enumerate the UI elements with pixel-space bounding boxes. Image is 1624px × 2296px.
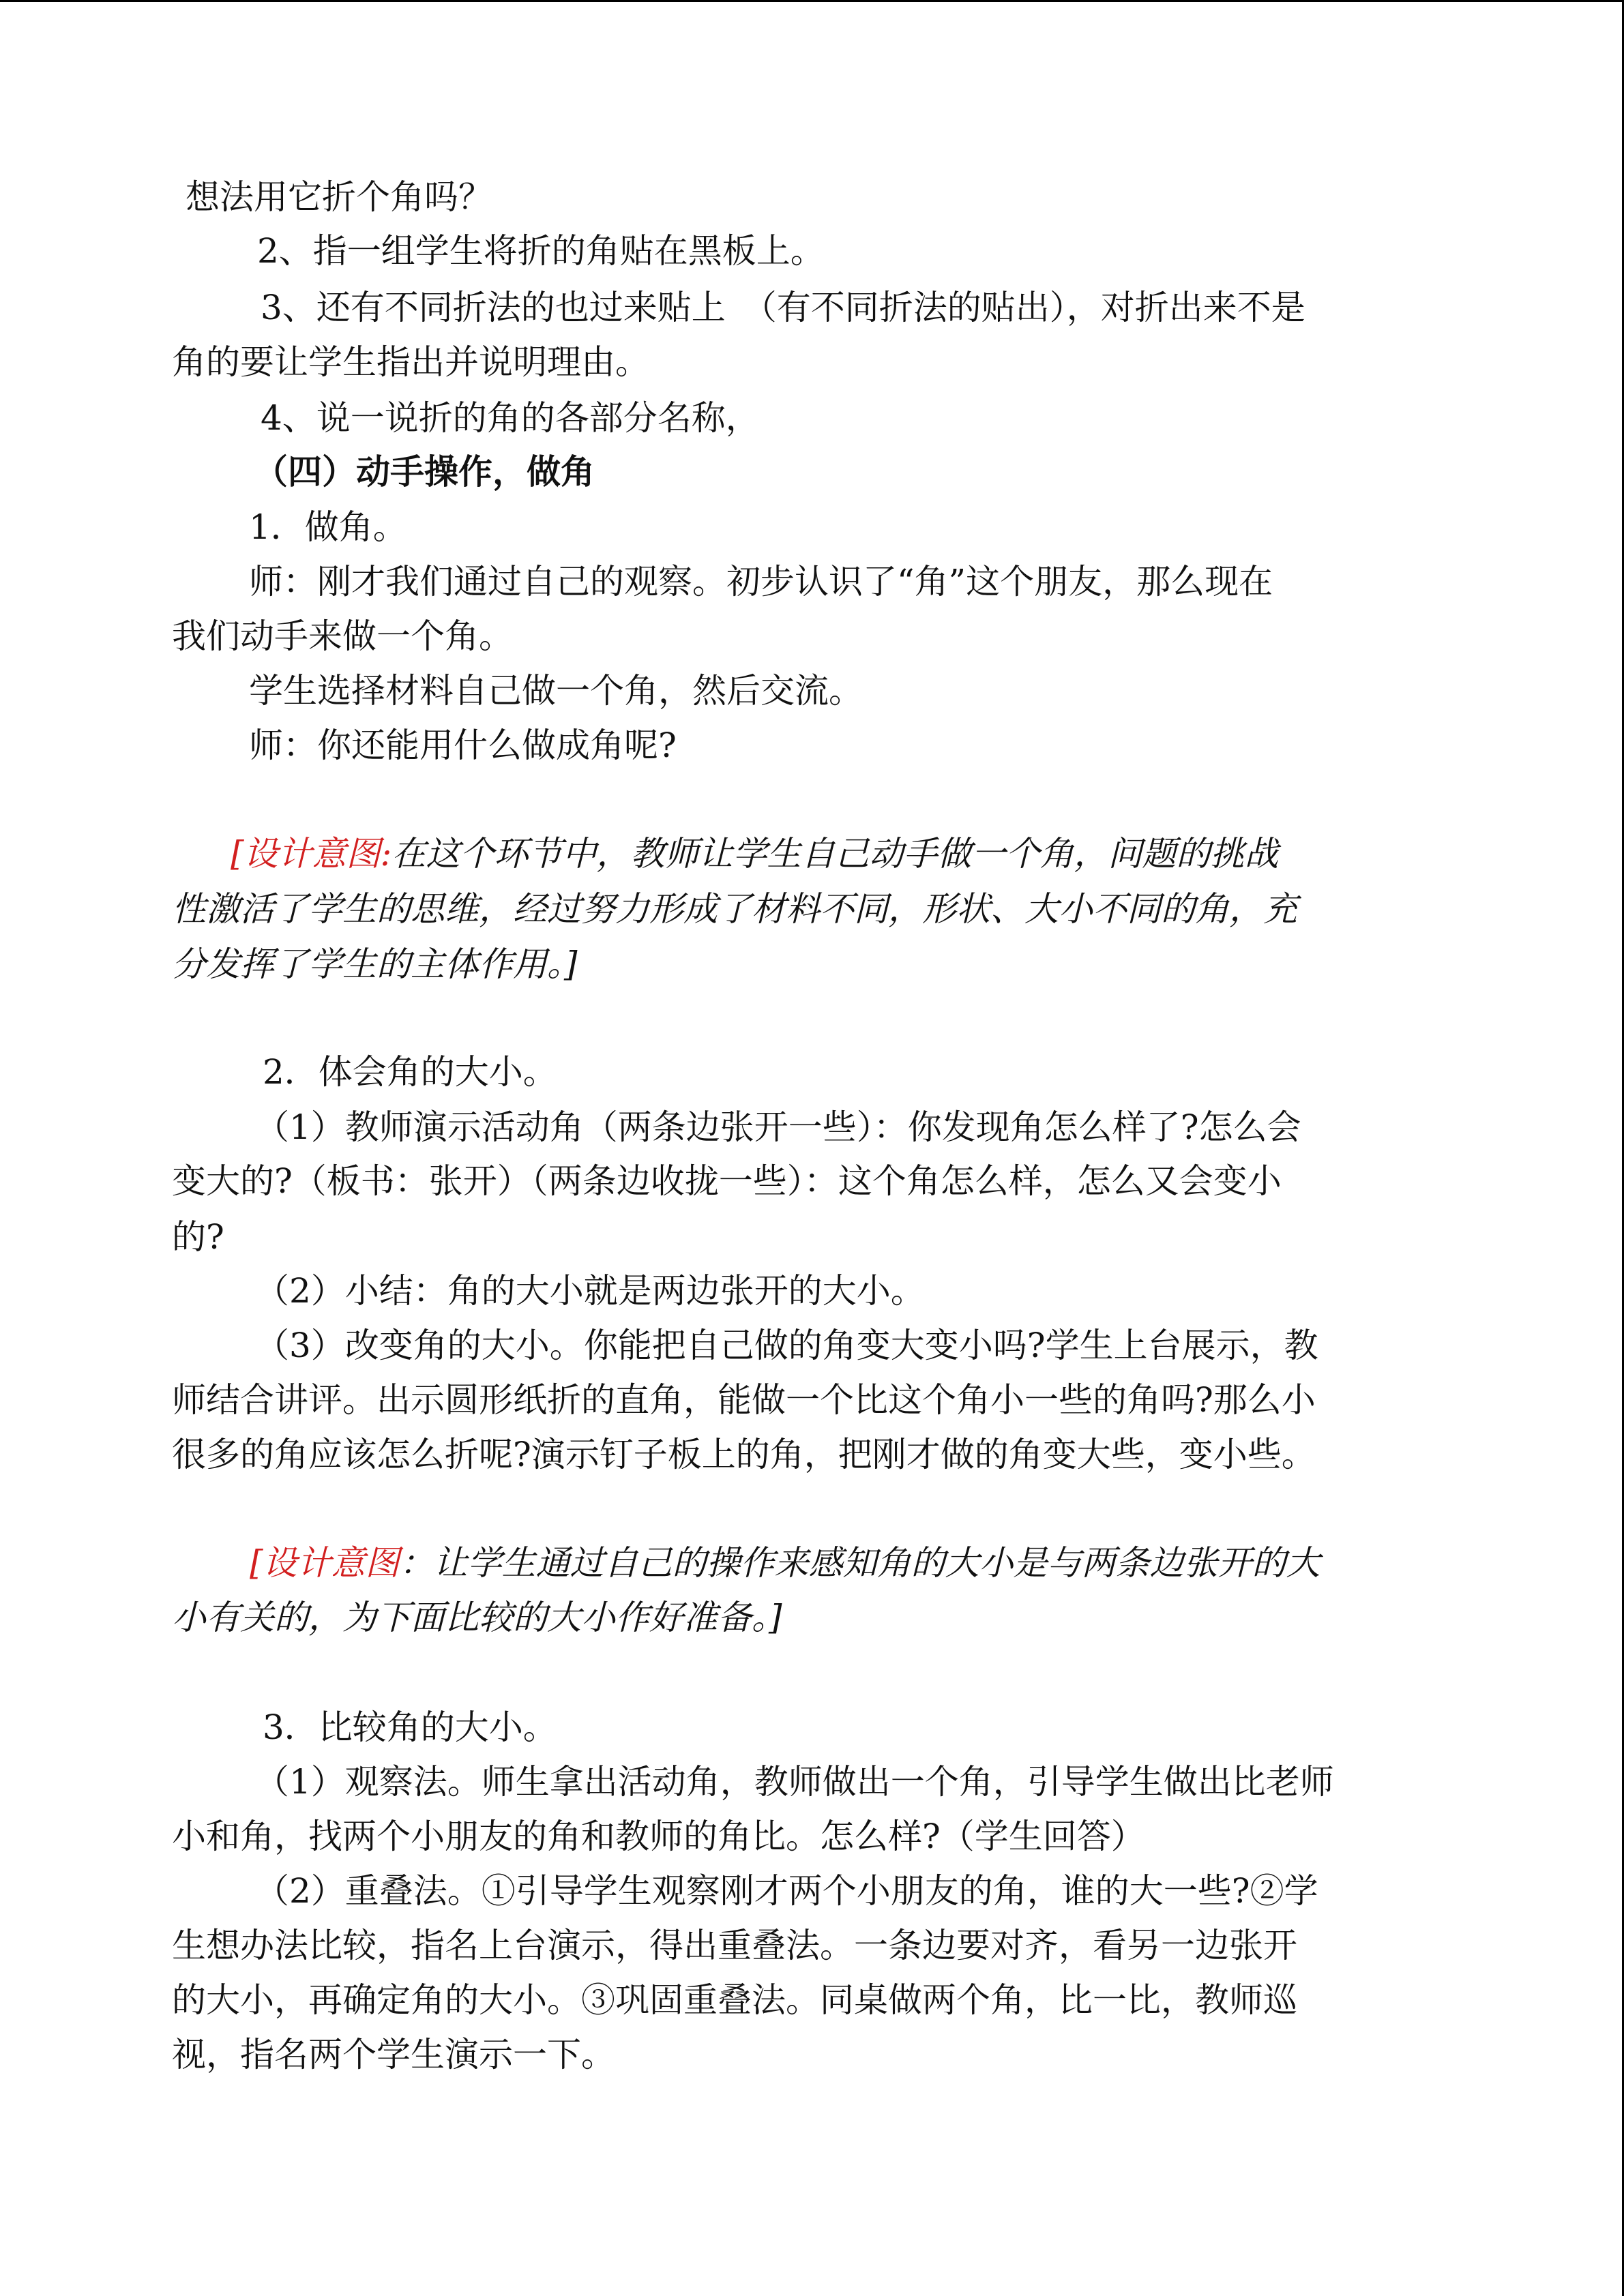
text-line-2: 2、指一组学生将折的角贴在黑板上。	[257, 231, 825, 271]
design-note-1-label: [设计意图:	[231, 834, 392, 874]
text-line-28: （2）重叠法。①引导学生观察刚才两个小朋友的角，谁的大一些?②学	[255, 1871, 1318, 1911]
text-line-27: 小和角，找两个小朋友的角和教师的角比。怎么样?（学生回答）	[172, 1817, 1145, 1856]
design-note-2-label: [设计意图	[250, 1543, 400, 1583]
text-line-11: 师：你还能用什么做成角呢?	[249, 726, 677, 765]
text-line-15: 2．体会角的大小。	[263, 1052, 557, 1092]
design-note-1-line-2: 性激活了学生的思维，经过努力形成了材料不同，形状、大小不同的角，充	[172, 889, 1297, 929]
section-title: （四）动手操作，做角	[254, 451, 595, 492]
text-line-25: 3．比较角的大小。	[263, 1708, 557, 1747]
text-line-17: 变大的?（板书：张开）（两条边收拢一些）：这个角怎么样，怎么又会变小	[172, 1161, 1282, 1201]
text-line-3: 3、还有不同折法的也过来贴上 （有不同折法的贴出），对折出来不是	[261, 288, 1305, 327]
text-line-16: （1）教师演示活动角（两条边张开一些）：你发现角怎么样了?怎么会	[255, 1107, 1301, 1147]
text-line-19: （2）小结：角的大小就是两边张开的大小。	[255, 1271, 925, 1311]
text-line-10: 学生选择材料自己做一个角，然后交流。	[249, 671, 863, 711]
text-line-29: 生想办法比较，指名上台演示，得出重叠法。一条边要对齐，看另一边张开	[172, 1926, 1297, 1965]
design-note-1-text-1: 在这个环节中，教师让学生自己动手做一个角，问题的挑战	[392, 834, 1279, 874]
text-line-21: 师结合讲评。出示圆形纸折的直角，能做一个比这个角小一些的角吗?那么小	[172, 1380, 1316, 1420]
text-line-26: （1）观察法。师生拿出活动角，教师做出一个角，引导学生做出比老师	[255, 1762, 1334, 1802]
design-note-1-line-1	[231, 828, 1278, 880]
design-note-2-line-1	[250, 1537, 1320, 1589]
text-line-7: 1．做角。	[249, 507, 407, 547]
text-line-31: 视，指名两个学生演示一下。	[172, 2035, 615, 2074]
design-note-2-text-1: ：让学生通过自己的操作来感知角的大小是与两条边张开的大	[399, 1543, 1320, 1583]
text-line-30: 的大小，再确定角的大小。③巩固重叠法。同桌做两个角，比一比，教师巡	[172, 1980, 1297, 2020]
text-line-9: 我们动手来做一个角。	[172, 616, 513, 656]
text-line-5: 4、说一说折的角的各部分名称，	[261, 398, 760, 438]
text-line-8: 师：刚才我们通过自己的观察。初步认识了“角”这个朋友，那么现在	[249, 562, 1273, 601]
design-note-2-line-2: 小有关的，为下面比较的大小作好准备。]	[172, 1598, 782, 1637]
text-line-18: 的?	[172, 1217, 224, 1257]
text-line-1: 想法用它折个角吗？	[186, 177, 492, 217]
text-line-22: 很多的角应该怎么折呢?演示钉子板上的角，把刚才做的角变大些，变小些。	[172, 1435, 1316, 1474]
top-border	[0, 0, 1624, 2]
design-note-1-line-3: 分发挥了学生的主体作用。]	[172, 944, 578, 984]
text-line-4: 角的要让学生指出并说明理由。	[172, 342, 649, 382]
text-line-20: （3）改变角的大小。你能把自己做的角变大变小吗?学生上台展示，教	[255, 1326, 1318, 1365]
